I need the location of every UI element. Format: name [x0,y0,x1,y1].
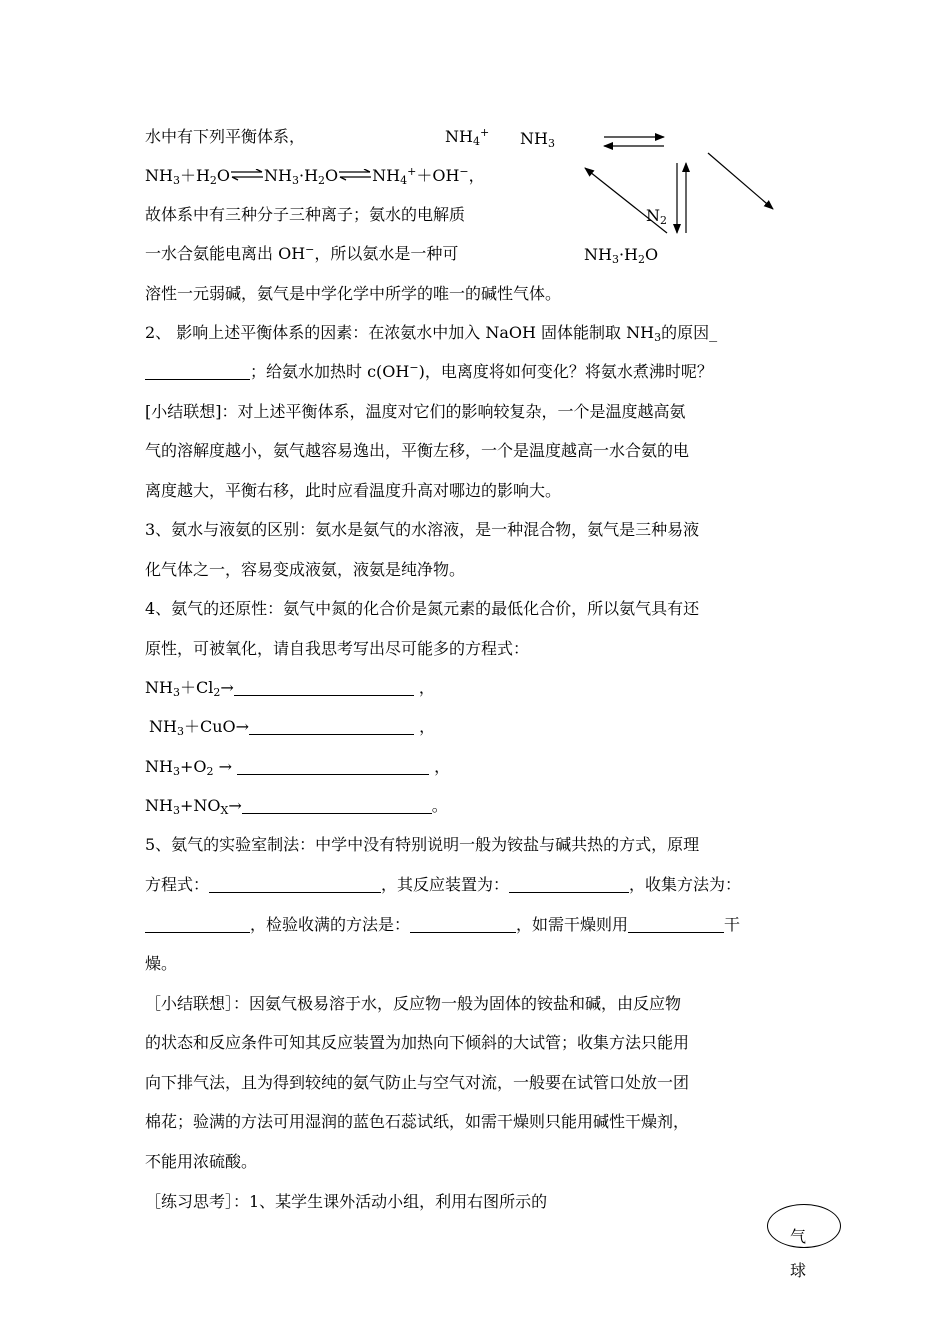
text-line-13: 4、氨气的还原性：氨气中氮的化合价是氮元素的最低化合价，所以氨气具有还 [145,599,700,618]
balloon-label-char2: 球 [790,1261,807,1280]
label-nh3-h2o: $NH_3\cdot H_2O$ [584,245,659,266]
balloon-label-char1: 气 [790,1227,807,1246]
text-line-14: 原性，可被氧化，请自我思考写出尽可能多的方程式： [145,639,530,658]
arrow-diagonal-down-right [708,153,773,209]
text-line-27: 不能用浓硫酸。 [145,1152,258,1171]
label-n2: $N_2$ [646,206,667,227]
text-line-8: [小结联想]：对上述平衡体系，温度对它们的影响较复杂，一个是温度越高氨 [145,402,686,421]
answer-blank[interactable] [209,876,381,893]
equation-nh3-cuo: $NH_3+CuO\to$ ， [149,717,436,738]
label-nh3: $NH_3$ [520,129,555,150]
answer-blank[interactable] [249,718,414,735]
equation-nh3-nox: $NH_3+NO_X\to$ 。 [145,796,448,817]
answer-blank[interactable] [234,679,414,696]
text-line-11: 3、氨水与液氨的区别：氨水是氨气的水溶液，是一种混合物，氨气是三种易液 [145,520,700,539]
answer-blank[interactable] [242,797,432,814]
answer-blank[interactable] [410,916,516,933]
text-line-10: 离度越大，平衡右移，此时应看温度升高对哪边的影响大。 [145,481,562,500]
answer-blank[interactable] [145,363,250,380]
text-line-19: 5、氨气的实验室制法：中学中没有特别说明一般为铵盐与碱共热的方式，原理 [145,835,700,854]
text-line-22: 燥。 [145,954,178,973]
text-line-20: 方程式： ，其反应装置为： ，收集方法为： [145,875,742,894]
text-line-23: ［小结联想］：因氨气极易溶于水，反应物一般为固体的铵盐和碱，由反应物 [145,994,682,1013]
text-line-25: 向下排气法，且为得到较纯的氨气防止与空气对流，一般要在试管口处放一团 [145,1073,690,1092]
answer-blank[interactable] [628,916,724,933]
equation-nh3-o2: $NH_3+O_2$ → ， [145,757,451,778]
text-line-21: ，检验收满的方法是： ，如需干燥则用 干 [145,914,740,936]
reversible-arrow-icon [230,169,264,181]
answer-blank[interactable] [237,758,429,775]
text-line-7: ；给氨水加热时 c(OH−)，电离度将如何变化？将氨水煮沸时呢？ [145,361,713,383]
arrow-diagonal-up-left [585,168,667,233]
equilibrium-equation: $NH_3+H_2O$ $NH_3\cdot H_2O$ $NH_4^++OH^-$， [145,165,485,187]
equation-nh3-cl2: $NH_3+Cl_2\to$ ， [145,678,435,699]
text-line-1: 水中有下列平衡体系， [145,127,306,146]
text-line-6: 2、 影响上述平衡体系的因素：在浓氨水中加入 NaOH 固体能制取 $NH_3$的原因_ [145,323,718,344]
text-line-12: 化气体之一，容易变成液氨，液氨是纯净物。 [145,560,466,579]
reversible-arrow-icon [338,169,372,181]
text-line-26: 棉花；验满的方法可用湿润的蓝色石蕊试纸，如需干燥则只能用碱性干燥剂， [145,1112,690,1131]
text-line-9: 气的溶解度越小，氨气越容易逸出，平衡左移，一个是温度越高一水合氨的电 [145,441,690,460]
text-line-24: 的状态和反应条件可知其反应装置为加热向下倾斜的大试管；收集方法只能用 [145,1033,690,1052]
text-line-28: ［练习思考］：1、某学生课外活动小组，利用右图所示的 [145,1192,548,1211]
label-nh4-plus: $NH_4^+$ [445,126,490,148]
text-line-3: 故体系中有三种分子三种离子；氨水的电解质 [145,205,466,224]
text-line-4: 一水合氨能电离出 OH−，所以氨水是一种可 [145,243,459,263]
answer-blank[interactable] [509,876,629,893]
text-line-5: 溶性一元弱碱，氨气是中学化学中所学的唯一的碱性气体。 [145,284,562,303]
answer-blank[interactable] [145,916,250,933]
